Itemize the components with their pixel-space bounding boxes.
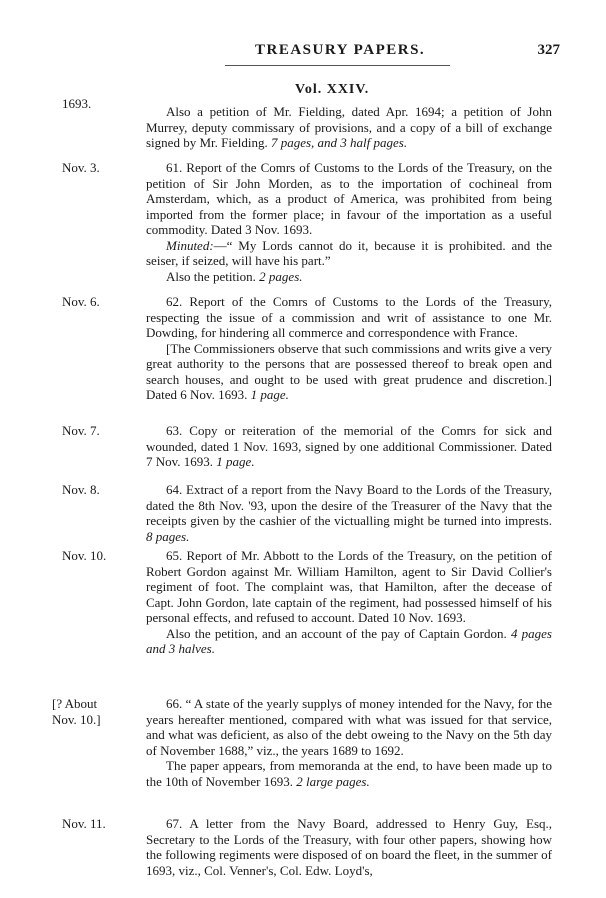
entry-date: Nov. 6. bbox=[62, 294, 100, 309]
entry-date: Nov. 3. bbox=[62, 160, 100, 175]
entry-body bbox=[146, 160, 552, 284]
header-rule bbox=[225, 65, 450, 66]
entry-text: 61. Report of the Comrs of Customs to the Lords of the Treasury, on the petition of Sir John Morden, as to the importation of cochineal from Amsterdam, which, as a product of America, was prohibited from being imported from the former place; in favour of the importation as a useful commodity. Dated 3 Nov. 1693. bbox=[146, 160, 552, 237]
entry-body bbox=[146, 816, 552, 878]
entry-date-line2: Nov. 10.] bbox=[52, 711, 101, 727]
page-header bbox=[0, 40, 606, 66]
volume-heading: Vol. XXIV. bbox=[295, 82, 370, 97]
entry-extent: 2 large pages. bbox=[296, 773, 370, 789]
entry-text: 65. Report of Mr. Abbott to the Lords of the Treasury, on the petition of Robert Gordon against Mr. William Hamilton, agent to Sir David Collier's regiment of foot. The complaint was, that Hamilton, after the decease of Capt. John Gordon, late captain of the regiment, had possessed himself of his personal effects, and refused to account. Dated 10 Nov. 1693. bbox=[146, 548, 552, 625]
entry-text: 63. Copy or reiteration of the memorial of the Comrs for sick and wounded, dated 1 Nov. 1693, signed by one additional Commissioner. Dated 7 Nov. 1693. bbox=[146, 423, 552, 469]
entry-text: 67. A letter from the Navy Board, addressed to Henry Guy, Esq., Secretary to the Lords of the Treasury, with four other papers, showing how the following regiments were disposed of on board the fleet, in the summer of 1693, viz., Col. Venner's, Col. Edw. Loyd's, bbox=[146, 816, 552, 878]
entry-date: Nov. 7. bbox=[62, 423, 100, 438]
entry-date bbox=[52, 696, 122, 727]
page-number: 327 bbox=[537, 42, 560, 58]
entry-extent: 8 pages. bbox=[146, 528, 190, 544]
entry-date-line1: [? About bbox=[52, 696, 98, 711]
running-title: TREASURY PAPERS. bbox=[255, 42, 426, 58]
entry-note: The paper appears, from memoranda at the end, to have been made up to the 10th of November 1693. bbox=[146, 758, 552, 789]
entry-body bbox=[146, 482, 552, 544]
entry-extent: 7 pages, and 3 half pages. bbox=[270, 135, 408, 150]
entry-text: 64. Extract of a report from the Navy Board to the Lords of the Treasury, dated the 8th Nov. '93, upon the desire of the Treasurer of the Navy that the receipts given by the cashier of the victualling might be turned into imprests. bbox=[146, 482, 552, 528]
entry-extent: 1 page. bbox=[216, 454, 255, 469]
entry-body bbox=[146, 548, 552, 657]
entry-date: 1693. bbox=[62, 96, 92, 111]
minuted-label: Minuted: bbox=[166, 237, 214, 253]
entry-body bbox=[146, 696, 552, 789]
entry-date: Nov. 8. bbox=[62, 482, 100, 497]
entry-extent: 4 pages and 3 halves. bbox=[146, 625, 552, 656]
minuted-text: —“ My Lords cannot do it, because it is prohibited. and the seiser, if seized, will have his part.” bbox=[146, 237, 552, 268]
entry-body bbox=[146, 104, 552, 151]
entry-also: Also the petition, and an account of the pay of Captain Gordon. bbox=[166, 625, 507, 641]
entry-text: Also a petition of Mr. Fielding, dated Apr. 1694; a petition of John Murrey, deputy commissary of provisions, and a copy of a bill of exchange signed by Mr. Fielding. bbox=[146, 104, 552, 150]
entry-extent: 1 page. bbox=[250, 387, 289, 402]
entry-body bbox=[146, 294, 552, 403]
entry-also: Also the petition. bbox=[166, 268, 256, 284]
entry-date: Nov. 11. bbox=[62, 816, 106, 831]
entry-text: 62. Report of the Comrs of Customs to the Lords of the Treasury, respecting the issue of a commission and writ of assistance to one Mr. Dowding, for hindering all commerce and correspondence with France. bbox=[146, 294, 552, 340]
entry-text: 66. “ A state of the yearly supplys of money intended for the Navy, for the years hereafter mentioned, compared with what was issued for that service, and what was deficient, as also of the debt oweing to the Navy on the 5th day of November 1688,” viz., the years 1689 to 1692. bbox=[146, 696, 552, 758]
entry-extent: 2 pages. bbox=[259, 268, 303, 284]
entry-body bbox=[146, 423, 552, 470]
entry-date: Nov. 10. bbox=[62, 548, 107, 563]
entry-note: [The Commissioners observe that such commissions and writs give a very great authority to the persons that are possessed thereof to break open and search houses, and ought to be used with great prudence and discretion.] Dated 6 Nov. 1693. bbox=[146, 340, 552, 402]
